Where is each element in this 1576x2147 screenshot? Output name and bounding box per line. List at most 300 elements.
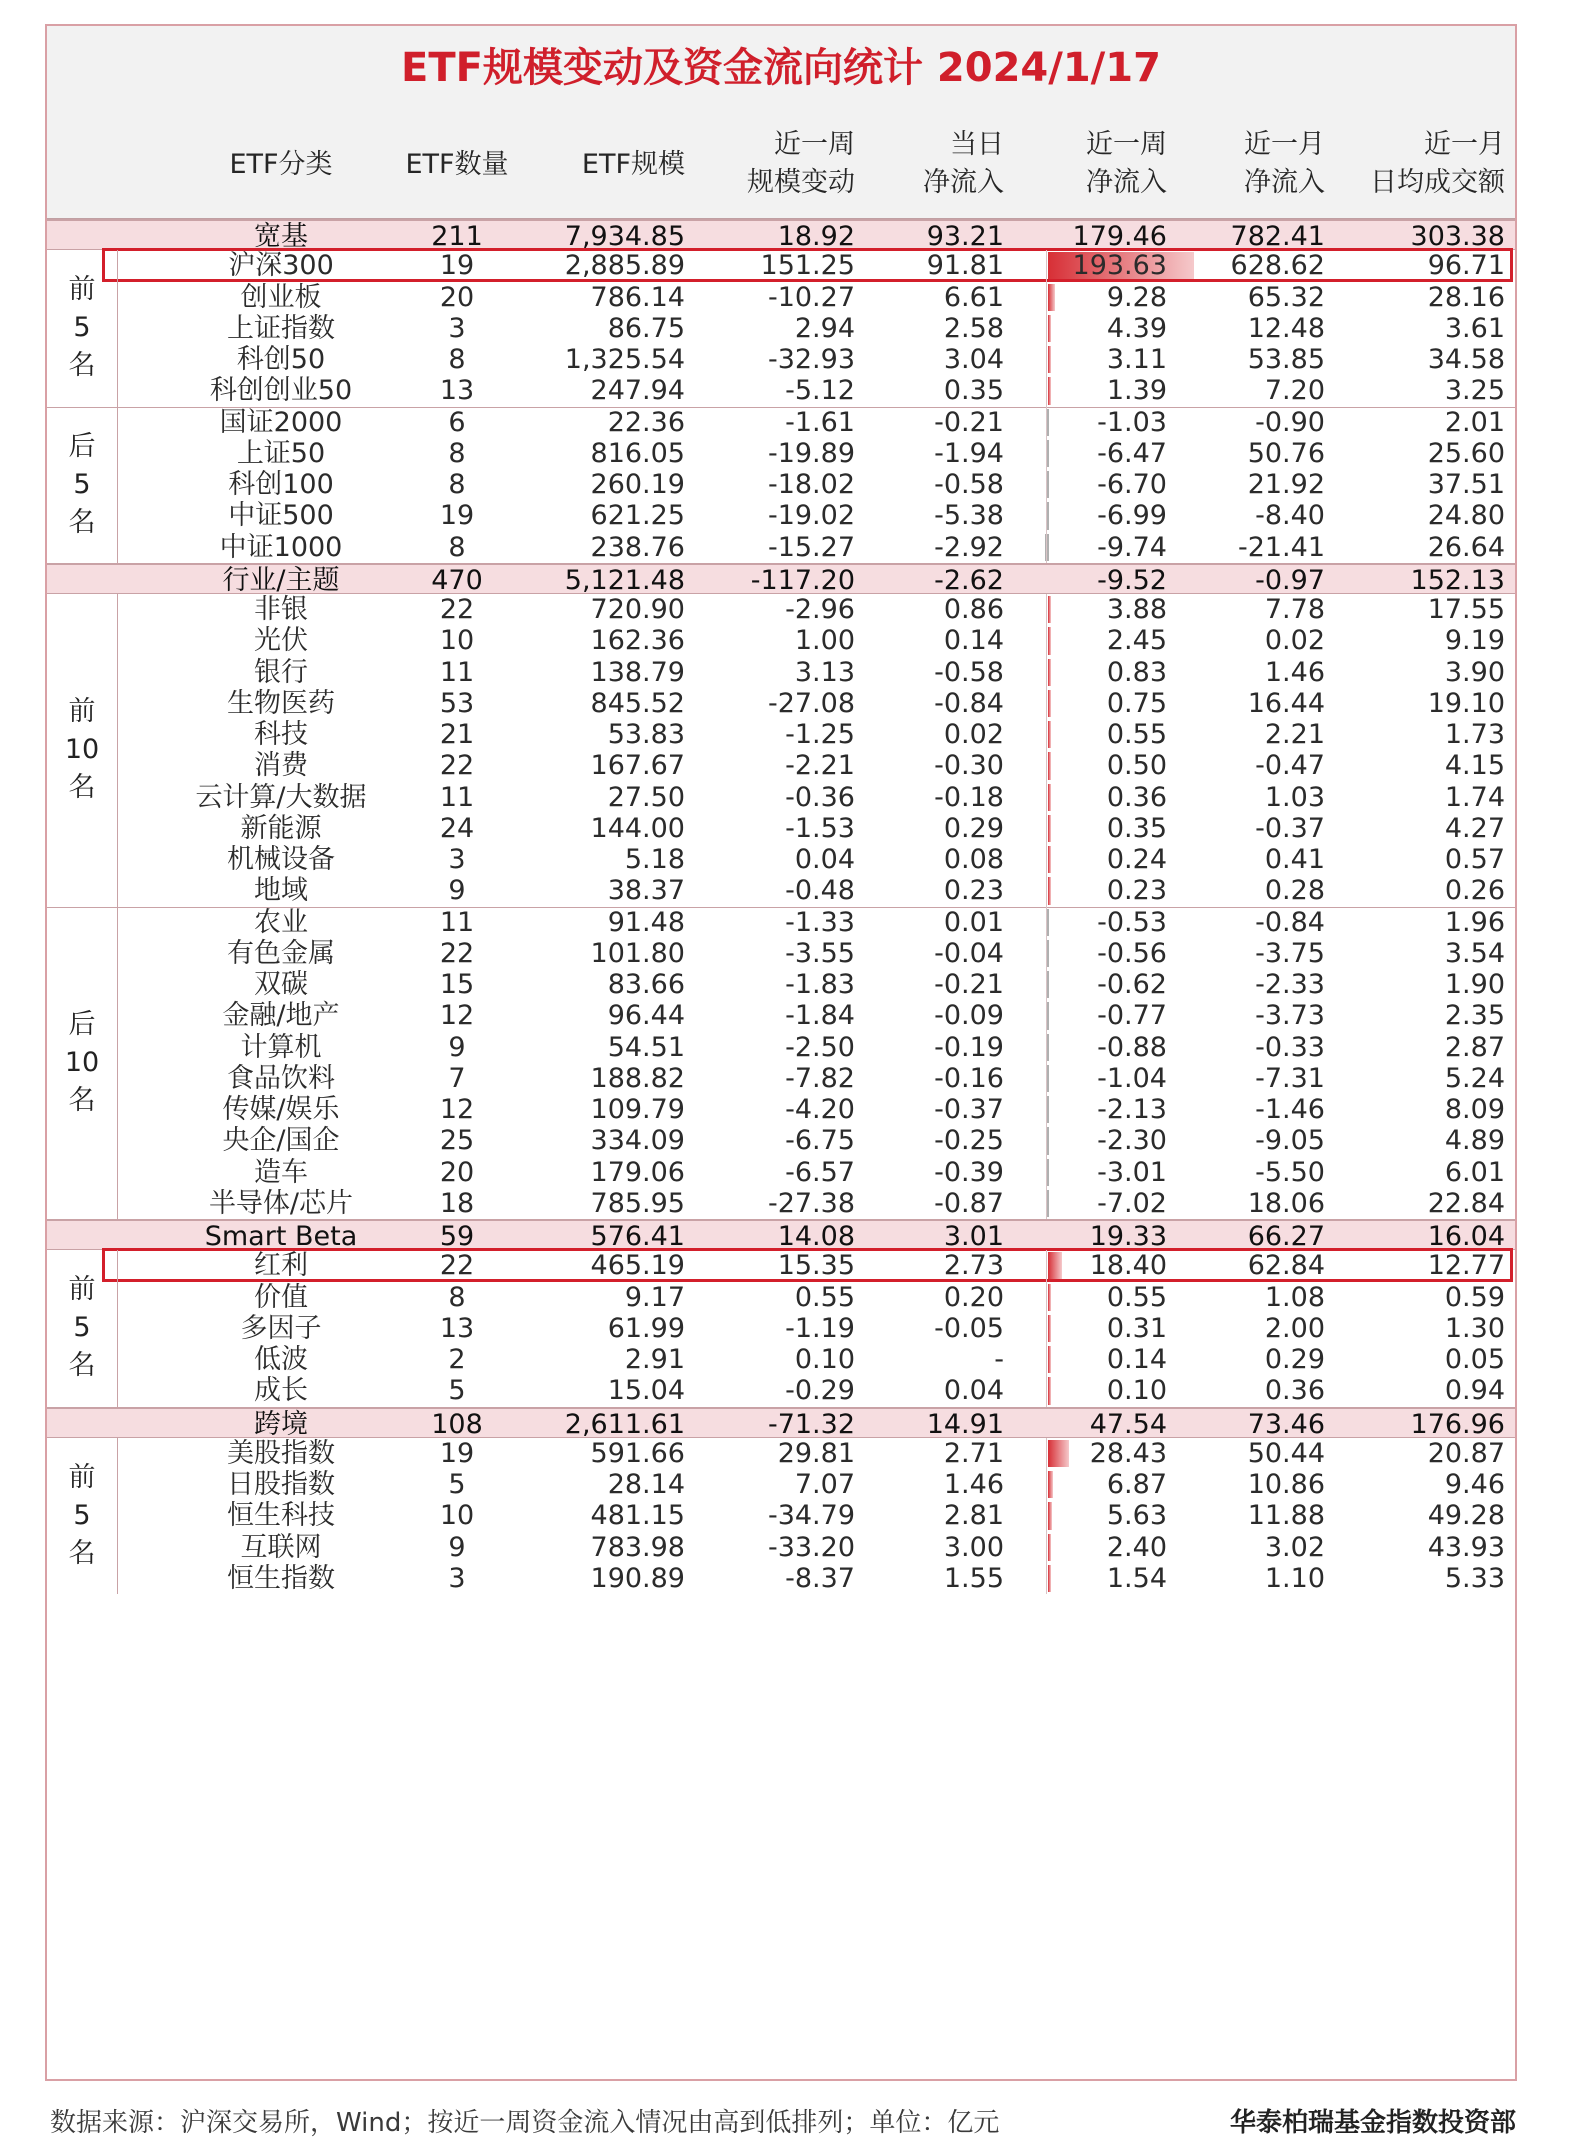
week-net-inflow-cell: 0.24 <box>1106 844 1167 875</box>
week-size-change-cell: -4.20 <box>785 1094 855 1125</box>
group-label <box>47 693 117 807</box>
day-net-inflow-cell: 0.02 <box>943 719 1004 750</box>
month-avg-turnover-cell: 9.46 <box>1444 1469 1505 1500</box>
etf-size-cell: 22.36 <box>607 406 685 438</box>
week-net-inflow-cell: 1.54 <box>1106 1562 1167 1594</box>
day-net-inflow-cell: 93.21 <box>926 221 1004 252</box>
week-inflow-bar <box>1048 1252 1062 1279</box>
month-net-inflow-cell: 0.28 <box>1264 875 1325 907</box>
day-net-inflow-cell: 0.35 <box>943 375 1004 407</box>
group-divider <box>47 907 1515 908</box>
week-size-change-cell: -0.29 <box>785 1375 855 1407</box>
etf-count-cell: 8 <box>448 469 466 500</box>
week-net-inflow-cell: 3.11 <box>1106 344 1167 375</box>
etf-count-cell: 18 <box>439 1187 475 1219</box>
etf-category-cell: 传媒/娱乐 <box>222 1094 340 1125</box>
day-net-inflow-cell: -0.18 <box>934 781 1004 813</box>
week-net-inflow-cell: -2.13 <box>1097 1094 1167 1125</box>
etf-count-cell: 3 <box>448 844 466 875</box>
month-net-inflow-cell: 0.29 <box>1264 1344 1325 1375</box>
week-net-inflow-cell: -0.62 <box>1097 969 1167 1000</box>
day-net-inflow-cell: -0.05 <box>934 1312 1004 1344</box>
month-net-inflow-cell: 2.21 <box>1264 719 1325 750</box>
week-size-change-cell: -2.50 <box>785 1031 855 1063</box>
day-net-inflow-cell: 2.58 <box>943 312 1004 344</box>
table-row <box>47 782 1515 813</box>
day-net-inflow-cell: -0.21 <box>934 406 1004 438</box>
week-net-inflow-cell: -7.02 <box>1097 1187 1167 1219</box>
month-net-inflow-cell: -2.33 <box>1255 969 1325 1000</box>
etf-category-cell: 食品饮料 <box>227 1062 335 1094</box>
etf-count-cell: 8 <box>448 437 466 469</box>
week-size-change-cell: -1.83 <box>785 969 855 1000</box>
group-column-divider <box>117 907 118 1220</box>
month-net-inflow-cell: 21.92 <box>1247 469 1325 500</box>
etf-size-cell: 188.82 <box>590 1062 685 1094</box>
month-avg-turnover-cell: 19.10 <box>1427 687 1505 719</box>
etf-category-cell: 光伏 <box>254 625 308 657</box>
month-avg-turnover-cell: 176.96 <box>1410 1408 1505 1440</box>
week-size-change-cell: -8.37 <box>785 1562 855 1594</box>
inflow-axis-line <box>1046 907 1047 1220</box>
etf-category-cell: 美股指数 <box>227 1437 335 1469</box>
week-size-change-cell: 0.55 <box>794 1281 855 1313</box>
month-avg-turnover-cell: 5.33 <box>1444 1562 1505 1594</box>
week-net-inflow-cell: -2.30 <box>1097 1125 1167 1157</box>
day-net-inflow-cell: 3.04 <box>943 344 1004 375</box>
table-row <box>47 719 1515 750</box>
week-size-change-cell: 3.13 <box>794 656 855 688</box>
month-avg-turnover-cell: 0.05 <box>1444 1344 1505 1375</box>
month-avg-turnover-cell: 2.35 <box>1444 1000 1505 1032</box>
month-net-inflow-cell: 7.20 <box>1264 375 1325 407</box>
etf-category-cell: 价值 <box>254 1281 308 1313</box>
etf-count-cell: 22 <box>439 750 475 782</box>
month-avg-turnover-cell: 5.24 <box>1444 1062 1505 1094</box>
etf-count-cell: 11 <box>439 906 475 938</box>
month-avg-turnover-cell: 96.71 <box>1427 250 1505 282</box>
etf-category-cell: 红利 <box>254 1250 308 1282</box>
month-avg-turnover-cell: 152.13 <box>1410 564 1505 596</box>
group-column-divider <box>117 1250 118 1406</box>
etf-count-cell: 5 <box>448 1375 466 1407</box>
etf-size-cell: 5,121.48 <box>564 564 685 596</box>
group-label-line: 前 <box>68 1461 96 1493</box>
etf-size-cell: 54.51 <box>607 1031 685 1063</box>
month-net-inflow-cell: 0.36 <box>1264 1375 1325 1407</box>
etf-size-cell: 786.14 <box>590 281 685 313</box>
week-net-inflow-cell: -6.70 <box>1097 469 1167 500</box>
month-net-inflow-cell: 50.76 <box>1247 437 1325 469</box>
etf-category-cell: 有色金属 <box>227 937 335 969</box>
table-row <box>47 1532 1515 1563</box>
week-net-inflow-cell: 0.83 <box>1106 656 1167 688</box>
week-net-inflow-cell: 28.43 <box>1089 1437 1167 1469</box>
etf-size-cell: 96.44 <box>607 1000 685 1032</box>
etf-category-cell: 行业/主题 <box>222 564 340 596</box>
etf-category-cell: 双碳 <box>254 969 308 1000</box>
month-net-inflow-cell: 53.85 <box>1247 344 1325 375</box>
week-net-inflow-cell: -6.99 <box>1097 500 1167 532</box>
day-net-inflow-cell: -0.84 <box>934 687 1004 719</box>
day-net-inflow-cell: 1.46 <box>943 1469 1004 1500</box>
month-net-inflow-cell: 0.02 <box>1264 625 1325 657</box>
etf-size-cell: 1,325.54 <box>564 344 685 375</box>
header-line: ETF分类 <box>229 149 333 180</box>
table-row <box>47 1375 1515 1406</box>
etf-count-cell: 13 <box>439 375 475 407</box>
etf-count-cell: 24 <box>439 812 475 844</box>
etf-size-cell: 83.66 <box>607 969 685 1000</box>
week-inflow-bar <box>1048 690 1051 717</box>
table-row <box>47 688 1515 719</box>
week-size-change-cell: 0.04 <box>794 844 855 875</box>
header-line: 规模变动 <box>747 167 855 198</box>
etf-category-cell: 农业 <box>254 906 308 938</box>
etf-size-cell: 9.17 <box>624 1281 685 1313</box>
etf-category-cell: 消费 <box>254 750 308 782</box>
month-net-inflow-cell: 65.32 <box>1247 281 1325 313</box>
week-size-change-cell: -19.02 <box>767 500 855 532</box>
week-size-change-cell: -1.61 <box>785 406 855 438</box>
month-net-inflow-cell: -5.50 <box>1255 1156 1325 1188</box>
etf-size-cell: 816.05 <box>590 437 685 469</box>
etf-count-cell: 22 <box>439 594 475 625</box>
day-net-inflow-cell: -0.30 <box>934 750 1004 782</box>
week-size-change-cell: -1.25 <box>785 719 855 750</box>
month-avg-turnover-cell: 34.58 <box>1427 344 1505 375</box>
table-row <box>47 907 1515 938</box>
day-net-inflow-cell: 0.86 <box>943 594 1004 625</box>
week-inflow-bar <box>1048 1502 1052 1529</box>
etf-count-cell: 20 <box>439 1156 475 1188</box>
week-inflow-bar <box>1048 377 1051 404</box>
table-row <box>47 1000 1515 1031</box>
month-net-inflow-cell: -1.46 <box>1255 1094 1325 1125</box>
month-net-inflow-cell: 1.08 <box>1264 1281 1325 1313</box>
week-size-change-cell: -34.79 <box>767 1500 855 1532</box>
etf-size-cell: 334.09 <box>590 1125 685 1157</box>
header-line: ETF规模 <box>581 149 685 180</box>
header-week-net-inflow <box>1086 126 1167 202</box>
etf-count-cell: 9 <box>448 1531 466 1563</box>
month-net-inflow-cell: -0.84 <box>1255 906 1325 938</box>
day-net-inflow-cell: -5.38 <box>934 500 1004 532</box>
header-etf-count <box>377 146 537 184</box>
table-row <box>47 1500 1515 1531</box>
group-label-line: 5 <box>73 1312 91 1344</box>
month-net-inflow-cell: 2.00 <box>1264 1312 1325 1344</box>
day-net-inflow-cell: -2.62 <box>934 564 1004 596</box>
header-line: 净流入 <box>1244 167 1325 198</box>
week-size-change-cell: -19.89 <box>767 437 855 469</box>
etf-size-cell: 783.98 <box>590 1531 685 1563</box>
header-line: 近一月 <box>1424 129 1505 160</box>
month-avg-turnover-cell: 0.26 <box>1444 875 1505 907</box>
table-row <box>47 594 1515 625</box>
month-avg-turnover-cell: 4.89 <box>1444 1125 1505 1157</box>
category-row <box>47 219 1515 250</box>
etf-size-cell: 481.15 <box>590 1500 685 1532</box>
etf-count-cell: 12 <box>439 1000 475 1032</box>
month-net-inflow-cell: 12.48 <box>1247 312 1325 344</box>
day-net-inflow-cell: -1.94 <box>934 437 1004 469</box>
week-size-change-cell: 2.94 <box>794 312 855 344</box>
month-avg-turnover-cell: 20.87 <box>1427 1437 1505 1469</box>
etf-count-cell: 8 <box>448 1281 466 1313</box>
etf-count-cell: 12 <box>439 1094 475 1125</box>
group-label-line: 5 <box>73 312 91 344</box>
etf-size-cell: 101.80 <box>590 937 685 969</box>
week-size-change-cell: 29.81 <box>777 1437 855 1469</box>
week-inflow-bar <box>1048 1315 1051 1342</box>
day-net-inflow-cell: 2.81 <box>943 1500 1004 1532</box>
month-avg-turnover-cell: 303.38 <box>1410 221 1505 252</box>
category-row <box>47 1407 1515 1438</box>
header-week-size-change <box>747 126 855 202</box>
week-inflow-bar <box>1048 1471 1053 1498</box>
etf-category-cell: 日股指数 <box>227 1469 335 1500</box>
month-net-inflow-cell: 628.62 <box>1230 250 1325 282</box>
table-row <box>47 813 1515 844</box>
table-row <box>47 844 1515 875</box>
week-net-inflow-cell: 3.88 <box>1106 594 1167 625</box>
group-divider <box>47 407 1515 408</box>
etf-category-cell: 多因子 <box>240 1312 322 1344</box>
week-size-change-cell: -1.33 <box>785 906 855 938</box>
table-row <box>47 938 1515 969</box>
etf-category-cell: 上证指数 <box>227 312 335 344</box>
month-net-inflow-cell: -0.33 <box>1255 1031 1325 1063</box>
week-size-change-cell: -2.21 <box>785 750 855 782</box>
day-net-inflow-cell: - <box>994 1344 1004 1375</box>
day-net-inflow-cell: 0.04 <box>943 1375 1004 1407</box>
group-column-divider <box>117 407 118 563</box>
month-net-inflow-cell: 782.41 <box>1230 221 1325 252</box>
etf-category-cell: 成长 <box>254 1375 308 1407</box>
month-net-inflow-cell: 11.88 <box>1247 1500 1325 1532</box>
group-column-divider <box>117 250 118 406</box>
month-avg-turnover-cell: 4.15 <box>1444 750 1505 782</box>
day-net-inflow-cell: -0.39 <box>934 1156 1004 1188</box>
day-net-inflow-cell: 0.08 <box>943 844 1004 875</box>
etf-size-cell: 260.19 <box>590 469 685 500</box>
week-size-change-cell: 1.00 <box>794 625 855 657</box>
etf-category-cell: 国证2000 <box>219 406 343 438</box>
month-avg-turnover-cell: 8.09 <box>1444 1094 1505 1125</box>
week-net-inflow-cell: 47.54 <box>1089 1408 1167 1440</box>
etf-category-cell: 创业板 <box>240 281 322 313</box>
group-label-line: 名 <box>68 772 96 804</box>
header-line: 当日 <box>950 129 1004 160</box>
week-net-inflow-cell: 0.55 <box>1106 1281 1167 1313</box>
etf-category-cell: 机械设备 <box>227 844 335 875</box>
day-net-inflow-cell: 0.14 <box>943 625 1004 657</box>
day-net-inflow-cell: 0.20 <box>943 1281 1004 1313</box>
group-label-line: 名 <box>68 1350 96 1382</box>
month-net-inflow-cell: -3.73 <box>1255 1000 1325 1032</box>
header-line: 近一周 <box>1086 129 1167 160</box>
etf-category-cell: Smart Beta <box>204 1221 358 1252</box>
etf-category-cell: 沪深300 <box>228 250 334 282</box>
etf-count-cell: 53 <box>439 687 475 719</box>
group-label <box>47 1459 117 1573</box>
week-size-change-cell: -10.27 <box>767 281 855 313</box>
week-inflow-bar <box>1048 627 1051 654</box>
month-avg-turnover-cell: 6.01 <box>1444 1156 1505 1188</box>
month-net-inflow-cell: -21.41 <box>1237 531 1325 563</box>
week-size-change-cell: -1.53 <box>785 812 855 844</box>
day-net-inflow-cell: -0.25 <box>934 1125 1004 1157</box>
month-net-inflow-cell: 1.03 <box>1264 781 1325 813</box>
etf-size-cell: 247.94 <box>590 375 685 407</box>
etf-size-cell: 109.79 <box>590 1094 685 1125</box>
table-row <box>47 1157 1515 1188</box>
day-net-inflow-cell: -0.19 <box>934 1031 1004 1063</box>
day-net-inflow-cell: -2.92 <box>934 531 1004 563</box>
group-label <box>47 271 117 385</box>
week-net-inflow-cell: 0.36 <box>1106 781 1167 813</box>
month-net-inflow-cell: 1.46 <box>1264 656 1325 688</box>
etf-count-cell: 10 <box>439 625 475 657</box>
month-net-inflow-cell: 50.44 <box>1247 1437 1325 1469</box>
etf-size-cell: 167.67 <box>590 750 685 782</box>
department-credit: 华泰柏瑞基金指数投资部 <box>1229 2108 1516 2138</box>
week-size-change-cell: 0.10 <box>794 1344 855 1375</box>
etf-size-cell: 465.19 <box>590 1250 685 1282</box>
month-avg-turnover-cell: 1.74 <box>1444 781 1505 813</box>
header-etf-category <box>151 146 411 184</box>
week-net-inflow-cell: 5.63 <box>1106 1500 1167 1532</box>
week-net-inflow-cell: 18.40 <box>1089 1250 1167 1282</box>
category-row <box>47 1219 1515 1250</box>
etf-category-cell: 科创50 <box>236 344 326 375</box>
table-row <box>47 469 1515 500</box>
header-month-net-inflow <box>1244 126 1325 202</box>
etf-category-cell: 银行 <box>254 656 308 688</box>
week-size-change-cell: -0.48 <box>785 875 855 907</box>
etf-category-cell: 地域 <box>254 875 308 907</box>
etf-count-cell: 8 <box>448 531 466 563</box>
week-size-change-cell: 15.35 <box>777 1250 855 1282</box>
week-inflow-bar <box>1048 752 1051 779</box>
week-inflow-bar <box>1048 846 1051 873</box>
inflow-axis-line <box>1046 1250 1047 1406</box>
month-avg-turnover-cell: 1.90 <box>1444 969 1505 1000</box>
month-avg-turnover-cell: 16.04 <box>1427 1221 1505 1252</box>
etf-size-cell: 53.83 <box>607 719 685 750</box>
etf-count-cell: 470 <box>431 564 483 596</box>
etf-category-cell: 新能源 <box>240 812 322 844</box>
table-row <box>47 969 1515 1000</box>
month-avg-turnover-cell: 3.61 <box>1444 312 1505 344</box>
week-net-inflow-cell: -6.47 <box>1097 437 1167 469</box>
week-net-inflow-cell: 0.75 <box>1106 687 1167 719</box>
day-net-inflow-cell: 3.00 <box>943 1531 1004 1563</box>
month-avg-turnover-cell: 25.60 <box>1427 437 1505 469</box>
etf-size-cell: 2,611.61 <box>564 1408 685 1440</box>
group-label-line: 名 <box>68 350 96 382</box>
etf-count-cell: 8 <box>448 344 466 375</box>
day-net-inflow-cell: -0.04 <box>934 937 1004 969</box>
header-month-avg-turnover <box>1370 126 1505 202</box>
week-size-change-cell: -1.19 <box>785 1312 855 1344</box>
week-net-inflow-cell: -0.77 <box>1097 1000 1167 1032</box>
week-net-inflow-cell: -9.52 <box>1097 564 1167 596</box>
day-net-inflow-cell: -0.37 <box>934 1094 1004 1125</box>
week-size-change-cell: -32.93 <box>767 344 855 375</box>
week-size-change-cell: 14.08 <box>777 1221 855 1252</box>
day-net-inflow-cell: 0.23 <box>943 875 1004 907</box>
etf-table-sheet <box>45 24 1517 2081</box>
week-inflow-bar <box>1048 815 1051 842</box>
table-row <box>47 1438 1515 1469</box>
header-day-net-inflow <box>923 126 1004 202</box>
category-row <box>47 563 1515 594</box>
group-label <box>47 1006 117 1120</box>
week-net-inflow-cell: 193.63 <box>1072 250 1167 282</box>
etf-count-cell: 3 <box>448 1562 466 1594</box>
month-net-inflow-cell: -0.37 <box>1255 812 1325 844</box>
etf-size-cell: 179.06 <box>590 1156 685 1188</box>
week-size-change-cell: 7.07 <box>794 1469 855 1500</box>
etf-count-cell: 6 <box>448 406 466 438</box>
etf-count-cell: 21 <box>439 719 475 750</box>
etf-count-cell: 3 <box>448 312 466 344</box>
month-avg-turnover-cell: 49.28 <box>1427 1500 1505 1532</box>
etf-category-cell: 造车 <box>254 1156 308 1188</box>
week-size-change-cell: -3.55 <box>785 937 855 969</box>
table-row <box>47 1563 1515 1594</box>
etf-count-cell: 22 <box>439 1250 475 1282</box>
table-row <box>47 438 1515 469</box>
etf-category-cell: 中证500 <box>228 500 334 532</box>
day-net-inflow-cell: 2.73 <box>943 1250 1004 1282</box>
etf-category-cell: 宽基 <box>254 221 308 252</box>
week-inflow-bar <box>1048 721 1051 748</box>
inflow-axis-line <box>1046 594 1047 907</box>
week-net-inflow-cell: 19.33 <box>1089 1221 1167 1252</box>
month-net-inflow-cell: 3.02 <box>1264 1531 1325 1563</box>
table-row <box>47 875 1515 906</box>
etf-size-cell: 28.14 <box>607 1469 685 1500</box>
month-avg-turnover-cell: 0.94 <box>1444 1375 1505 1407</box>
table-row <box>47 1188 1515 1219</box>
week-net-inflow-cell: -3.01 <box>1097 1156 1167 1188</box>
month-net-inflow-cell: -3.75 <box>1255 937 1325 969</box>
month-avg-turnover-cell: 9.19 <box>1444 625 1505 657</box>
month-avg-turnover-cell: 0.59 <box>1444 1281 1505 1313</box>
table-row <box>47 250 1515 281</box>
week-net-inflow-cell: 2.40 <box>1106 1531 1167 1563</box>
month-net-inflow-cell: -9.05 <box>1255 1125 1325 1157</box>
table-row <box>47 657 1515 688</box>
etf-size-cell: 5.18 <box>624 844 685 875</box>
day-net-inflow-cell: -0.58 <box>934 469 1004 500</box>
etf-category-cell: 科技 <box>254 719 308 750</box>
month-avg-turnover-cell: 3.90 <box>1444 656 1505 688</box>
week-inflow-bar <box>1048 315 1051 342</box>
month-net-inflow-cell: -0.47 <box>1255 750 1325 782</box>
etf-category-cell: 上证50 <box>236 437 326 469</box>
week-net-inflow-cell: -0.88 <box>1097 1031 1167 1063</box>
month-net-inflow-cell: -0.97 <box>1255 564 1325 596</box>
etf-category-cell: 计算机 <box>240 1031 322 1063</box>
month-avg-turnover-cell: 4.27 <box>1444 812 1505 844</box>
etf-count-cell: 19 <box>439 500 475 532</box>
table-row <box>47 375 1515 406</box>
etf-category-cell: 科创创业50 <box>209 375 353 407</box>
